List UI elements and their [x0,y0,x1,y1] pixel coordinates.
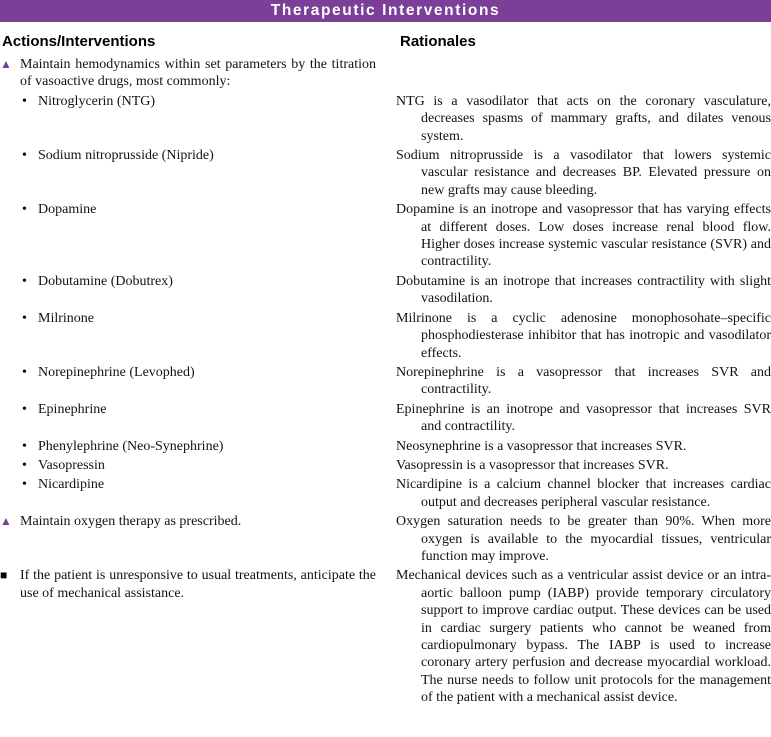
rationale-text: Milrinone is a cyclic adenosine monophosohate–specific phosphodiesterase inhibitor that has inotropic and vasodilator effects. [396,310,771,361]
action-text: Nitroglycerin (NTG) [38,93,156,109]
action-text: If the patient is unresponsive to usual treatments, anticipate the use of mechanical assistance. [20,568,376,601]
dot-bullet-icon: • [22,202,27,218]
rationale-text: Mechanical devices such as a ventricular assist device or an intra-aortic balloon pump (IABP) provide temporary circulatory support to improve cardiac output. These devices can be used in cardiac surgery patients who cannot be weaned from cardiopulmonary bypass. The IABP is used to increase coronary artery perfusion and decrease myocardial workload. The nurse needs to follow unit protocols for the management of the patient with a mechanical assist device. [396,568,771,706]
action-item [0,364,376,381]
table-row [0,364,771,399]
table-row [0,56,771,91]
rationale-text: Sodium nitroprusside is a vasodilator that lowers systemic vascular resistance and decreases BP. Elevated pressure on new grafts may cause bleeding. [396,148,771,198]
rationale-text: Oxygen saturation needs to be greater than 90%. When more oxygen is available to the myocardial tissues, ventricular function may improve. [396,514,771,564]
table-title: Therapeutic Interventions [270,2,501,19]
dot-bullet-icon: • [22,364,27,380]
action-item [0,310,376,327]
table-row [0,147,771,199]
action-item [0,401,376,418]
action-item [0,201,376,218]
table-row [0,476,771,511]
action-text: Sodium nitroprusside (Nipride) [38,148,214,164]
dot-bullet-icon: • [22,477,27,493]
action-text: Phenylephrine (Neo-Synephrine) [38,438,224,454]
column-headers [0,33,771,50]
dot-bullet-icon: • [22,438,27,454]
action-item [0,147,376,164]
action-item [0,56,376,91]
rationale-text: Epinephrine is an inotrope and vasopressor that increases SVR and contractility. [396,401,771,435]
action-item [0,438,376,455]
triangle-bullet-icon: ▲ [0,57,12,71]
action-item [0,513,376,530]
dot-bullet-icon: • [22,457,27,473]
table-row [0,438,771,455]
table-row [0,201,771,271]
action-text: Norepinephrine (Levophed) [38,364,195,380]
dot-bullet-icon: • [22,401,27,417]
action-text: Maintain hemodynamics within set parameters by the titration of vasoactive drugs, most commonly: [20,57,376,90]
action-text: Epinephrine [38,401,107,417]
action-text: Maintain oxygen therapy as prescribed. [20,514,242,530]
dot-bullet-icon: • [22,148,27,164]
dot-bullet-icon: • [22,273,27,289]
action-text: Milrinone [38,310,94,326]
table-row [0,457,771,474]
dot-bullet-icon: • [22,93,27,109]
triangle-bullet-icon: ▲ [0,514,12,529]
rationale-text: Norepinephrine is a vasopressor that increases SVR and contractility. [396,364,771,398]
action-item [0,273,376,290]
table-row [0,567,771,706]
rationale-text: Neosynephrine is a vasopressor that increases SVR. [396,438,687,454]
rationale-text: NTG is a vasodilator that acts on the coronary vasculature, decreases spasms of mammary grafts, and dilates venous system. [396,93,771,144]
rationale-text: Nicardipine is a calcium channel blocker that increases cardiac output and decreases peripheral vascular resistance. [396,477,771,510]
rationale-text: Dopamine is an inotrope and vasopressor that has varying effects at different doses. Low doses increase renal blood flow. Higher doses increase systemic vascular resistance (SVR) and contractility. [396,202,771,270]
action-item [0,567,376,602]
square-bullet-icon: ■ [0,568,8,583]
table-title-bar [0,0,771,22]
table-row [0,401,771,436]
rationales-column-header: Rationales [400,33,476,50]
action-text: Nicardipine [38,477,105,493]
table-row [0,310,771,362]
table-row [0,93,771,145]
action-item [0,457,376,474]
rationale-text: Vasopressin is a vasopressor that increases SVR. [396,457,669,473]
table-body [0,56,771,707]
action-text: Vasopressin [38,457,105,473]
action-item [0,476,376,493]
action-text: Dopamine [38,202,97,218]
dot-bullet-icon: • [22,310,27,326]
action-text: Dobutamine (Dobutrex) [38,273,173,289]
action-item [0,93,376,110]
table-row [0,513,771,565]
actions-column-header: Actions/Interventions [2,33,156,50]
rationale-text: Dobutamine is an inotrope that increases contractility with slight vasodilation. [396,273,771,307]
table-row [0,273,771,308]
